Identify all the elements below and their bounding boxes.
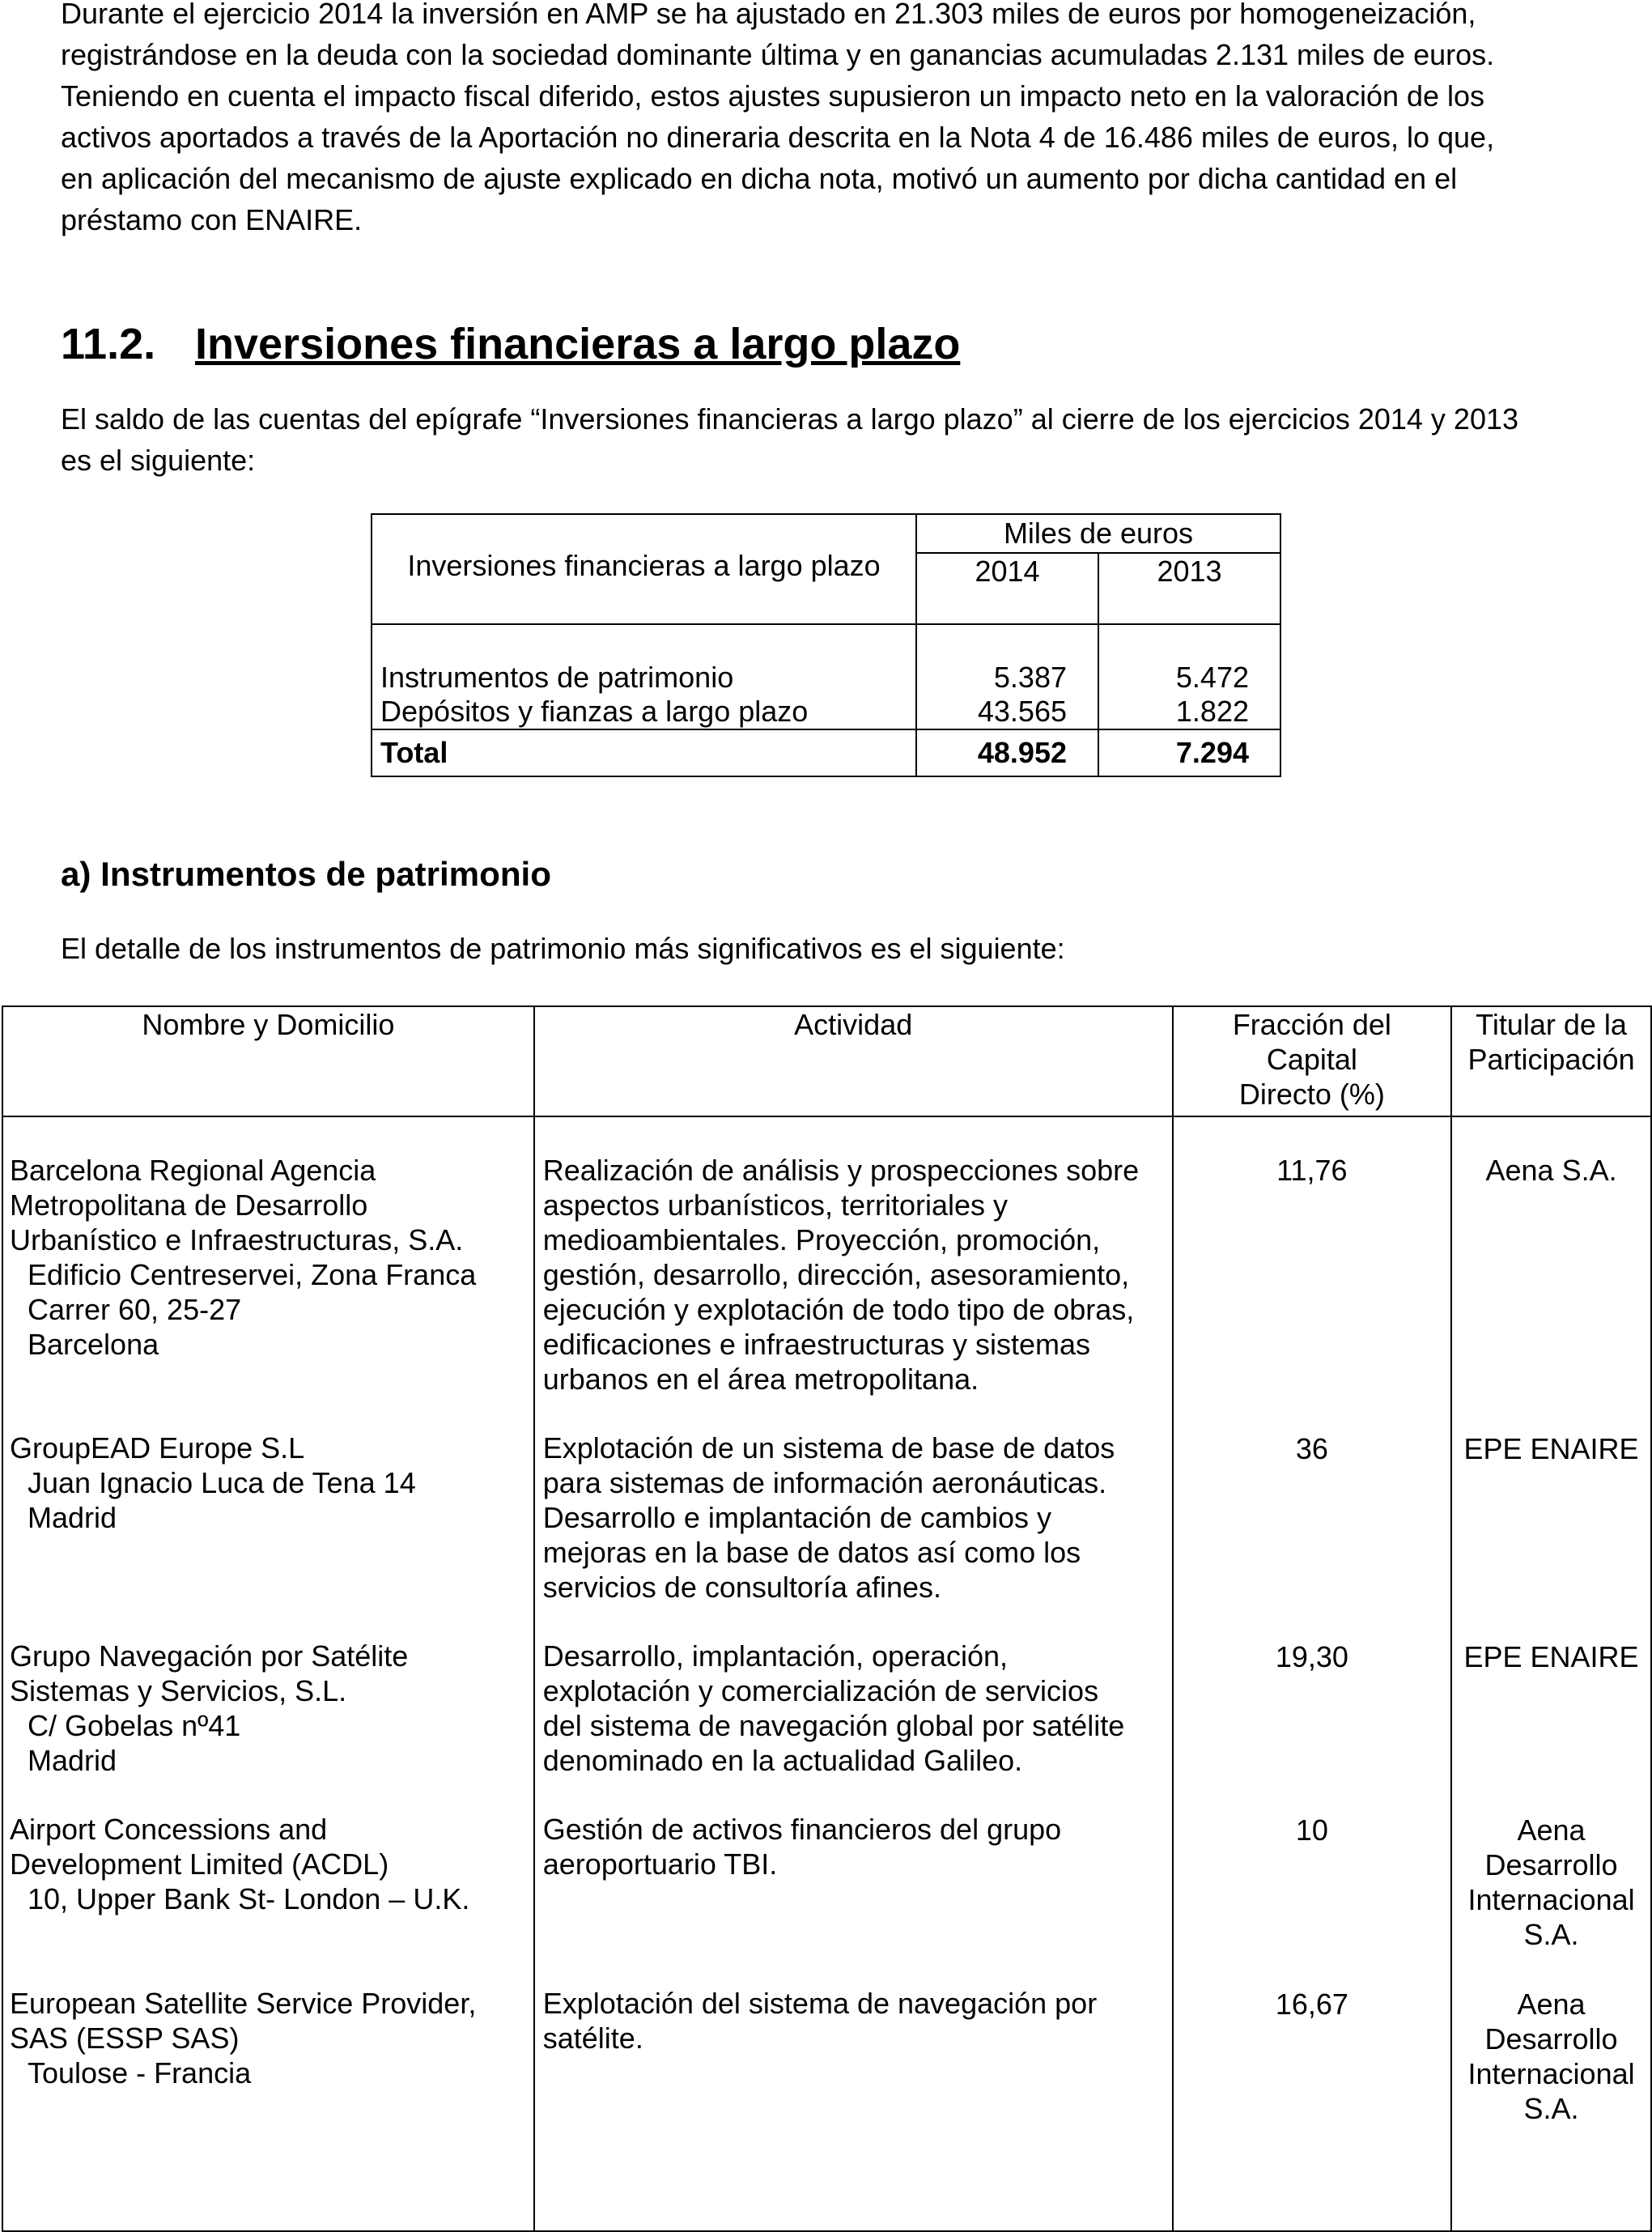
header-name: Nombre y Domicilio: [2, 1006, 534, 1116]
summary-total-row: [372, 729, 1280, 776]
header-fraction: Fracción del Capital Directo (%): [1173, 1006, 1451, 1116]
entity-fraction: 16,67: [1173, 1986, 1451, 2231]
entity-name: Airport Concessions and Development Limited (ACDL) 10, Upper Bank St- London – U.K.: [2, 1812, 534, 1986]
section-paragraph: [61, 398, 1590, 481]
text-line: en aplicación del mecanismo de ajuste explicado en dicha nota, motivó un aumento por dicha cantidad en el: [61, 162, 1458, 195]
summary-total-2013: 7.294: [1098, 729, 1280, 776]
entity-activity: Gestión de activos financieros del grupo aeroportuario TBI.: [534, 1812, 1173, 1986]
entity-name: Barcelona Regional Agencia Metropolitana de Desarrollo Urbanístico e Infraestructuras, S.A. Edificio Centreservei, Zona Franca Carrer 60, 25-27 Barcelona: [2, 1116, 534, 1431]
entity-activity: Explotación de un sistema de base de datos para sistemas de información aeronáuticas. Desarrollo e implantación de cambios y mejoras en la base de datos así como los servicios de consultoría afines.: [534, 1431, 1173, 1639]
entity-fraction: 11,76: [1173, 1116, 1451, 1431]
entity-name: GroupEAD Europe S.L Juan Ignacio Luca de Tena 14 Madrid: [2, 1431, 534, 1639]
table-row: [2, 1431, 1651, 1639]
summary-value: 43.565: [977, 695, 1067, 728]
entity-activity: Explotación del sistema de navegación por satélite.: [534, 1986, 1173, 2231]
section-number: 11.2.: [61, 320, 156, 368]
subsection-title: a) Instrumentos de patrimonio: [61, 855, 551, 893]
summary-value: 5.472: [1175, 661, 1249, 694]
entity-fraction: 36: [1173, 1431, 1451, 1639]
summary-table: [371, 513, 1281, 777]
text-line: Teniendo en cuenta el impacto fiscal diferido, estos ajustes supusieron un impacto neto en la valoración de los: [61, 79, 1485, 113]
summary-year-2013: 2013: [1098, 553, 1280, 624]
summary-value: 1.822: [1175, 695, 1249, 728]
section-heading: [61, 320, 961, 368]
summary-row-label: Instrumentos de patrimonio: [380, 661, 734, 694]
summary-values-2013: [1098, 624, 1280, 729]
entity-name: Grupo Navegación por Satélite Sistemas y Servicios, S.L. C/ Gobelas nº41 Madrid: [2, 1639, 534, 1812]
intro-paragraph: [61, 0, 1590, 240]
table-row: [2, 1639, 1651, 1812]
entity-holder: EPE ENAIRE: [1451, 1431, 1651, 1639]
entity-holder: Aena Desarrollo Internacional S.A.: [1451, 1812, 1651, 1986]
summary-value: 5.387: [993, 661, 1067, 694]
summary-row-label: Depósitos y fianzas a largo plazo: [380, 695, 809, 728]
text-line: registrándose en la deuda con la sociedad dominante última y en ganancias acumuladas 2.131 miles de euros.: [61, 38, 1495, 71]
summary-values-2014: [916, 624, 1098, 729]
text-line: préstamo con ENAIRE.: [61, 203, 363, 236]
entity-fraction: 19,30: [1173, 1639, 1451, 1812]
table-row: [2, 1986, 1651, 2231]
entity-holder: Aena S.A.: [1451, 1116, 1651, 1431]
subsection-paragraph: El detalle de los instrumentos de patrimonio más significativos es el siguiente:: [61, 932, 1065, 965]
summary-year-2014: 2014: [916, 553, 1098, 624]
entity-activity: Desarrollo, implantación, operación, explotación y comercialización de servicios del sistema de navegación global por satélite denominado en la actualidad Galileo.: [534, 1639, 1173, 1812]
table-row: [2, 1812, 1651, 1986]
entity-fraction: 10: [1173, 1812, 1451, 1986]
text-line: El saldo de las cuentas del epígrafe “Inversiones financieras a largo plazo” al cierre de los ejercicios 2014 y 2013: [61, 402, 1519, 436]
entity-holder: Aena Desarrollo Internacional S.A.: [1451, 1986, 1651, 2231]
entity-holder: EPE ENAIRE: [1451, 1639, 1651, 1812]
header-holder: Titular de la Participación: [1451, 1006, 1651, 1116]
summary-row-labels: [372, 624, 916, 729]
text-line: es el siguiente:: [61, 444, 256, 477]
table-row: [2, 1116, 1651, 1431]
entity-name: European Satellite Service Provider, SAS (ESSP SAS) Toulose - Francia: [2, 1986, 534, 2231]
section-title: Inversiones financieras a largo plazo: [195, 320, 961, 368]
text-line: activos aportados a través de la Aportación no dineraria descrita en la Nota 4 de 16.486 miles de euros, lo que,: [61, 121, 1495, 154]
text-line: Durante el ejercicio 2014 la inversión en AMP se ha ajustado en 21.303 miles de euros por homogeneización,: [61, 0, 1476, 30]
header-activity: Actividad: [534, 1006, 1173, 1116]
summary-total-label: Total: [372, 729, 916, 776]
summary-total-2014: 48.952: [916, 729, 1098, 776]
detail-table: [2, 1005, 1652, 2232]
summary-group-header: Miles de euros: [916, 514, 1280, 553]
entity-activity: Realización de análisis y prospecciones sobre aspectos urbanísticos, territoriales y medioambientales. Proyección, promoción, gestión, desarrollo, dirección, asesoramiento, ejecución y explotación de todo tipo de obras, edificaciones e infraestructuras y sistemas urbanos en el área metropolitana.: [534, 1116, 1173, 1431]
detail-header-row: [2, 1006, 1651, 1116]
summary-row-header: Inversiones financieras a largo plazo: [372, 514, 916, 624]
